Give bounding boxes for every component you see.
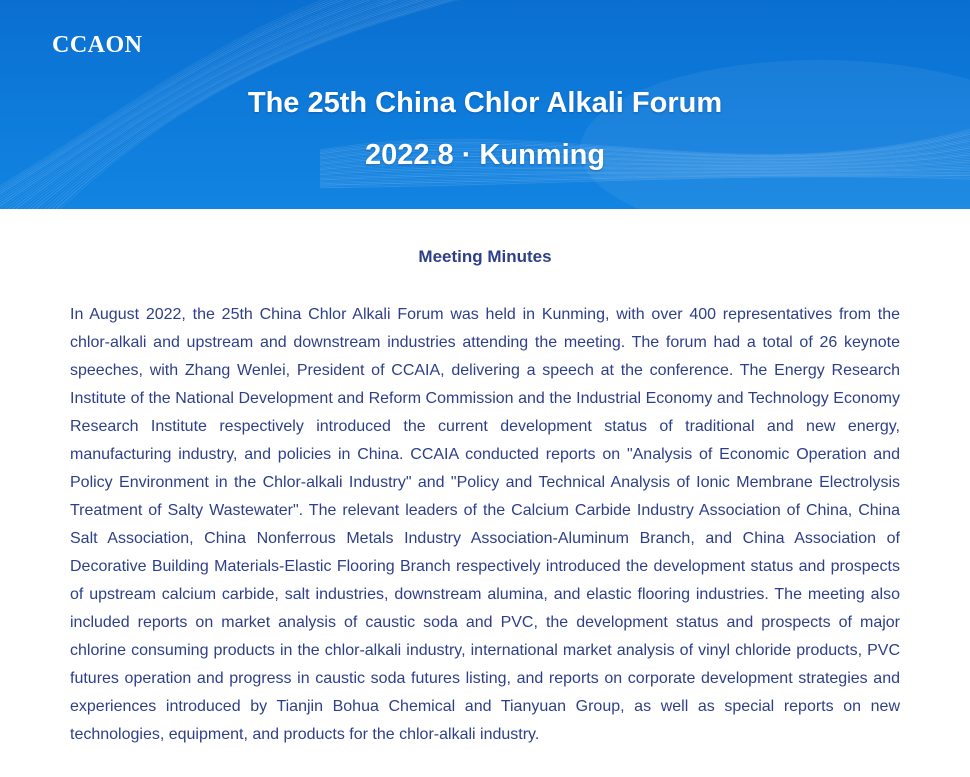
section-heading: Meeting Minutes [418,247,552,266]
ccaon-logo: CCAON [52,32,143,58]
banner-glow [580,60,970,209]
forum-date-location: 2022.8 · Kunming [364,139,606,171]
forum-title: The 25th China Chlor Alkali Forum [247,87,723,119]
main-content [0,247,970,749]
minutes-paragraph: In August 2022, the 25th China Chlor Alkali Forum was held in Kunming, with over 400 representatives from the chlor-alkali and upstream and downstream industries attending the meeting. The forum had a total of 26 keynote speeches, with Zhang Wenlei, President of CCAIA, delivering a speech at the conference. The Energy Research Institute of the National Development and Reform Commission and the Industrial Economy and Technology Economy Research Institute respectively introduced the current development status of traditional and new energy, manufacturing industry, and policies in China. CCAIA conducted reports on "Analysis of Economic Operation and Policy Environment in the Chlor-alkali Industry" and "Policy and Technical Analysis of Ionic Membrane Electrolysis Treatment of Salty Wastewater". The relevant leaders of the Calcium Carbide Industry Association of China, China Salt Association, China Nonferrous Metals Industry Association-Aluminum Branch, and China Association of Decorative Building Materials-Elastic Flooring Branch respectively introduced the development status and prospects of upstream calcium carbide, salt industries, downstream alumina, and elastic flooring industries. The meeting also included reports on market analysis of caustic soda and PVC, the development status and prospects of major chlorine consuming products in the chlor-alkali industry, international market analysis of vinyl chloride products, PVC futures operation and progress in caustic soda futures listing, and reports on corporate development strategies and experiences introduced by Tianjin Bohua Chemical and Tianyuan Group, as well as special reports on new technologies, equipment, and products for the chlor-alkali industry. [70,306,900,743]
header-banner [0,0,970,209]
